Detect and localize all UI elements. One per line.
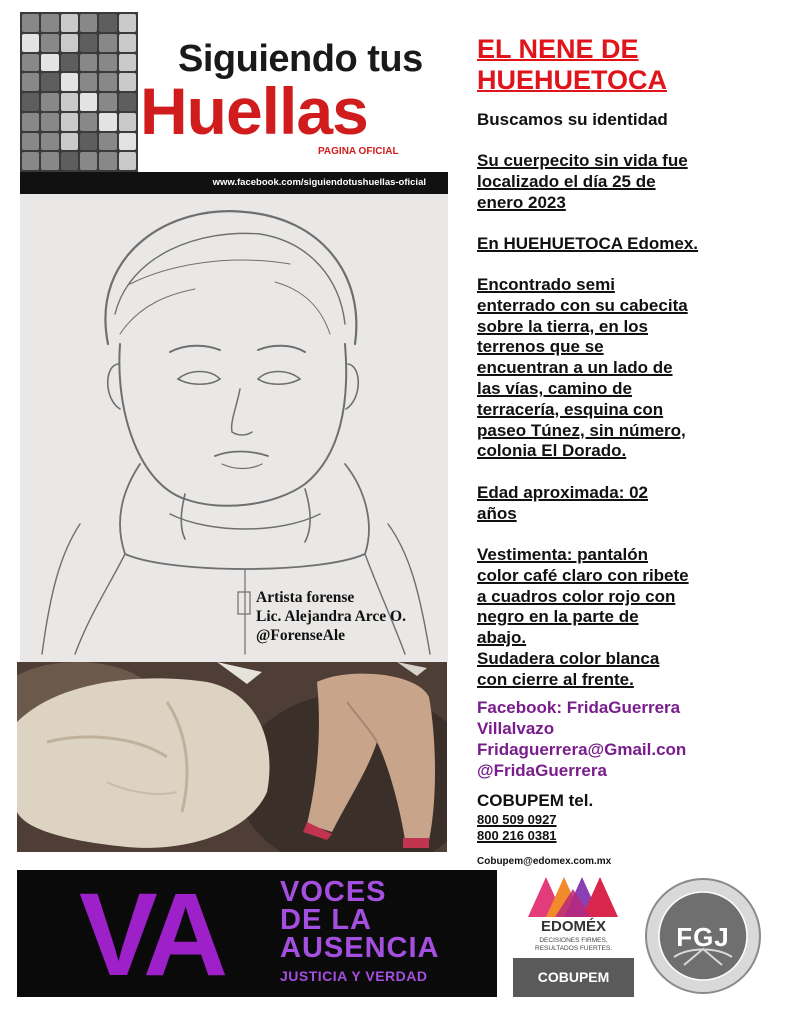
credit-line-1: Artista forense (256, 589, 355, 606)
clothing-on-ground-image (17, 662, 447, 852)
phone-number-2[interactable]: 800 216 0381 (477, 828, 557, 843)
age-line: años (477, 503, 517, 523)
facebook-line: Villalvazo (477, 718, 555, 738)
title-line-2: HUEHUETOCA (477, 65, 668, 95)
age-line: Edad aproximada: 02 (477, 483, 649, 502)
clothing-line: abajo. (477, 628, 527, 648)
found-paragraph (477, 151, 688, 213)
cobupem-email[interactable]: Cobupem@edomex.com.mx (477, 856, 612, 867)
found-line: enero 2023 (477, 192, 566, 212)
details-line: colonia El Dorado. (477, 441, 627, 461)
clothing-paragraph (477, 545, 689, 691)
fgj-initials: FGJ (676, 922, 730, 952)
clothing-line: Vestimenta: pantalón (477, 545, 648, 564)
tagline-line: RESULTADOS FUERTES. (535, 945, 612, 952)
forensic-sketch (20, 194, 448, 662)
clothing-line: color café claro con ribete (477, 565, 689, 585)
found-line: Su cuerpecito sin vida fue (477, 151, 688, 170)
notice-subtitle: Buscamos su identidad (477, 110, 668, 129)
va-line: AUSENCIA (280, 932, 440, 964)
details-line: terracería, esquina con (477, 399, 664, 419)
contact-email[interactable]: Fridaguerrera@Gmail.con (477, 740, 687, 759)
brand-title-line2: Huellas (140, 74, 368, 148)
found-line: localizado el día 25 de (477, 171, 656, 191)
va-line: DE LA (280, 904, 372, 936)
phone-number-1[interactable]: 800 509 0927 (477, 812, 557, 827)
va-slogan: JUSTICIA Y VERDAD (280, 968, 428, 984)
details-line: terrenos que se (477, 337, 604, 357)
brand-subtitle: PAGINA OFICIAL (318, 146, 399, 157)
location-text: En HUEHUETOCA Edomex. (477, 234, 699, 253)
brand-title-line1: Siguiendo tus (178, 38, 423, 80)
cobupem-label: COBUPEM tel. (477, 791, 594, 810)
va-monogram: VA (79, 870, 223, 997)
details-paragraph (477, 275, 688, 462)
credit-line-3: @ForenseAle (256, 627, 346, 644)
details-line: paseo Túnez, sin número, (477, 420, 686, 440)
title-line-1: EL NENE DE (477, 34, 639, 64)
details-line: encuentran a un lado de (477, 358, 673, 378)
clothing-line: negro en la parte de (477, 607, 639, 627)
cobupem-bar: COBUPEM (513, 958, 634, 997)
clothing-line: con cierre al frente. (477, 669, 634, 689)
contact-twitter[interactable]: @FridaGuerrera (477, 761, 607, 780)
details-line: sobre la tierra, en los (477, 316, 649, 336)
edomex-tagline (513, 937, 634, 953)
details-line: Encontrado semi (477, 275, 615, 294)
facebook-url-bar: www.facebook.com/siguiendotushuellas-oficial (20, 172, 448, 194)
notice-title (477, 34, 667, 96)
edomex-name: EDOMÉX (540, 918, 606, 935)
edomex-mark-icon (513, 869, 634, 919)
faces-mosaic (20, 12, 138, 172)
clothing-photo (17, 662, 447, 852)
va-wordmark (280, 878, 439, 962)
clothing-line: Sudadera color blanca (477, 648, 660, 668)
voces-de-la-ausencia-logo (17, 870, 497, 997)
clothing-line: a cuadros color rojo con (477, 586, 676, 606)
facebook-line: Facebook: FridaGuerrera (477, 698, 681, 717)
contact-facebook[interactable] (477, 698, 680, 740)
credit-line-2: Lic. Alejandra Arce O. (256, 608, 406, 625)
tagline-line: DECISIONES FIRMES, (539, 937, 608, 944)
details-line: enterrado con su cabecita (477, 295, 688, 315)
sketch-credit (256, 588, 406, 645)
va-line: VOCES (280, 876, 387, 908)
age-paragraph (477, 483, 648, 525)
details-line: las vías, camino de (477, 378, 632, 398)
